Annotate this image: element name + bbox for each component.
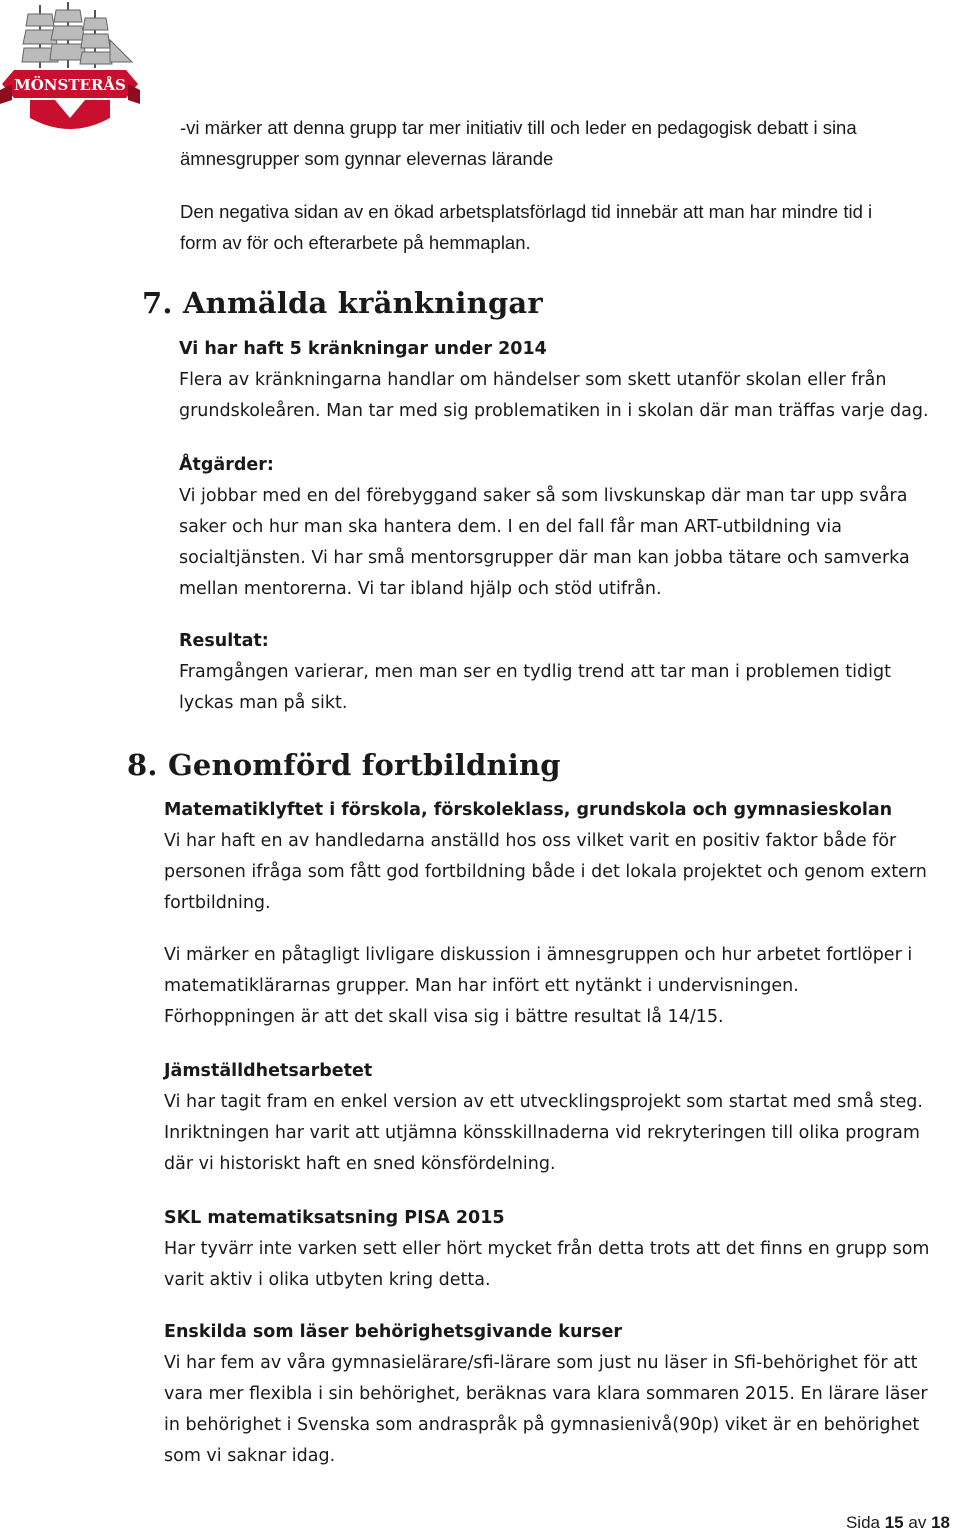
resultat-block [179, 626, 891, 719]
total-pages: 18 [931, 1513, 950, 1532]
logo-text: MÖNSTERÅS [14, 76, 126, 94]
text-line: Flera av kränkningarna handlar om händelser som skett utanför skolan eller från [179, 370, 887, 390]
text-line: där vi historiskt haft en sned könsfördelning. [164, 1154, 556, 1174]
text-line: socialtjänsten. Vi har små mentorsgrupper där man kan jobba tätare och samverka [179, 548, 910, 568]
intro-paragraph-2 [180, 196, 872, 258]
text-line: personen ifråga som fått god fortbildning både i det lokala projektet och genom extern [164, 862, 927, 882]
text-line: -vi märker att denna grupp tar mer initiativ till och leder en pedagogisk debatt i sina [180, 117, 857, 138]
text-line: fortbildning. [164, 893, 271, 913]
fortbildning-block-5 [164, 1317, 928, 1472]
text-line: Den negativa sidan av en ökad arbetsplatsförlagd tid innebär att man har mindre tid i [180, 201, 873, 222]
section-7-content [179, 334, 929, 427]
monsteras-logo [0, 0, 140, 140]
fortbildning-block-1 [164, 795, 927, 919]
current-page: 15 [884, 1513, 904, 1532]
block-title: SKL matematiksatsning PISA 2015 [164, 1208, 505, 1228]
intro-paragraph-1 [180, 112, 857, 174]
text-line: form av för och efterarbete på hemmaplan. [180, 232, 531, 253]
block-title: Matematiklyftet i förskola, förskoleklass, grundskola och gymnasieskolan [164, 800, 893, 820]
text-line: Vi har tagit fram en enkel version av ett utvecklingsprojekt som startat med små steg. [164, 1092, 923, 1112]
resultat-label: Resultat: [179, 631, 269, 651]
text-line: Vi jobbar med en del förebyggand saker så som livskunskap där man tar upp svåra [179, 486, 908, 506]
text-line: ämnesgrupper som gynnar elevernas lärande [180, 148, 554, 169]
page-number [846, 1513, 950, 1533]
fortbildning-block-4 [164, 1203, 929, 1296]
block-title: Enskilda som läser behörighetsgivande kurser [164, 1322, 622, 1342]
text-line: mellan mentorerna. Vi tar ibland hjälp och stöd utifrån. [179, 579, 662, 599]
page-prefix: Sida [845, 1513, 880, 1532]
text-line: matematiklärarnas grupper. Man har infört ett nytänkt i undervisningen. [164, 976, 799, 996]
text-line: Vi har fem av våra gymnasielärare/sfi-lärare som just nu läser in Sfi-behörighet för att [164, 1353, 918, 1373]
text-line: Har tyvärr inte varken sett eller hört mycket från detta trots att det finns en grupp som [164, 1239, 930, 1259]
text-line: som vi saknar idag. [164, 1446, 336, 1466]
atgarder-label: Åtgärder: [179, 455, 274, 475]
text-line: Framgången varierar, men man ser en tydlig trend att tar man i problemen tidigt [179, 662, 891, 682]
fortbildning-block-2 [164, 940, 912, 1033]
block-title: Jämställdhetsarbetet [164, 1061, 373, 1081]
fortbildning-block-3 [164, 1056, 923, 1180]
text-line: Vi har haft en av handledarna anställd hos oss vilket varit en positiv faktor både för [164, 831, 897, 851]
text-line: Inriktningen har varit att utjämna könsskillnaderna vid rekryteringen till olika program [164, 1123, 920, 1143]
section-7-subheading: Vi har haft 5 kränkningar under 2014 [179, 339, 547, 359]
text-line: vara mer flexibla i sin behörighet, beräknas vara klara sommaren 2015. En lärare läser [164, 1384, 928, 1404]
page-middle: av [908, 1513, 927, 1532]
text-line: saker och hur man ska hantera dem. I en del fall får man ART-utbildning via [179, 517, 843, 537]
text-line: in behörighet i Svenska som andraspråk på gymnasienivå(90p) viket är en behörighet [164, 1415, 920, 1435]
text-line: varit aktiv i olika utbyten kring detta. [164, 1270, 491, 1290]
text-line: Förhoppningen är att det skall visa sig i bättre resultat lå 14/15. [164, 1007, 724, 1027]
section-7-heading: 7. Anmälda kränkningar [142, 286, 543, 320]
text-line: Vi märker en påtagligt livligare diskussion i ämnesgruppen och hur arbetet fortlöper i [164, 945, 913, 965]
section-8-heading: 8. Genomförd fortbildning [127, 748, 561, 782]
ship-icon [22, 2, 132, 68]
text-line: lyckas man på sikt. [179, 693, 348, 713]
atgarder-block [179, 450, 910, 605]
text-line: grundskoleåren. Man tar med sig problematiken in i skolan där man träffas varje dag. [179, 401, 929, 421]
